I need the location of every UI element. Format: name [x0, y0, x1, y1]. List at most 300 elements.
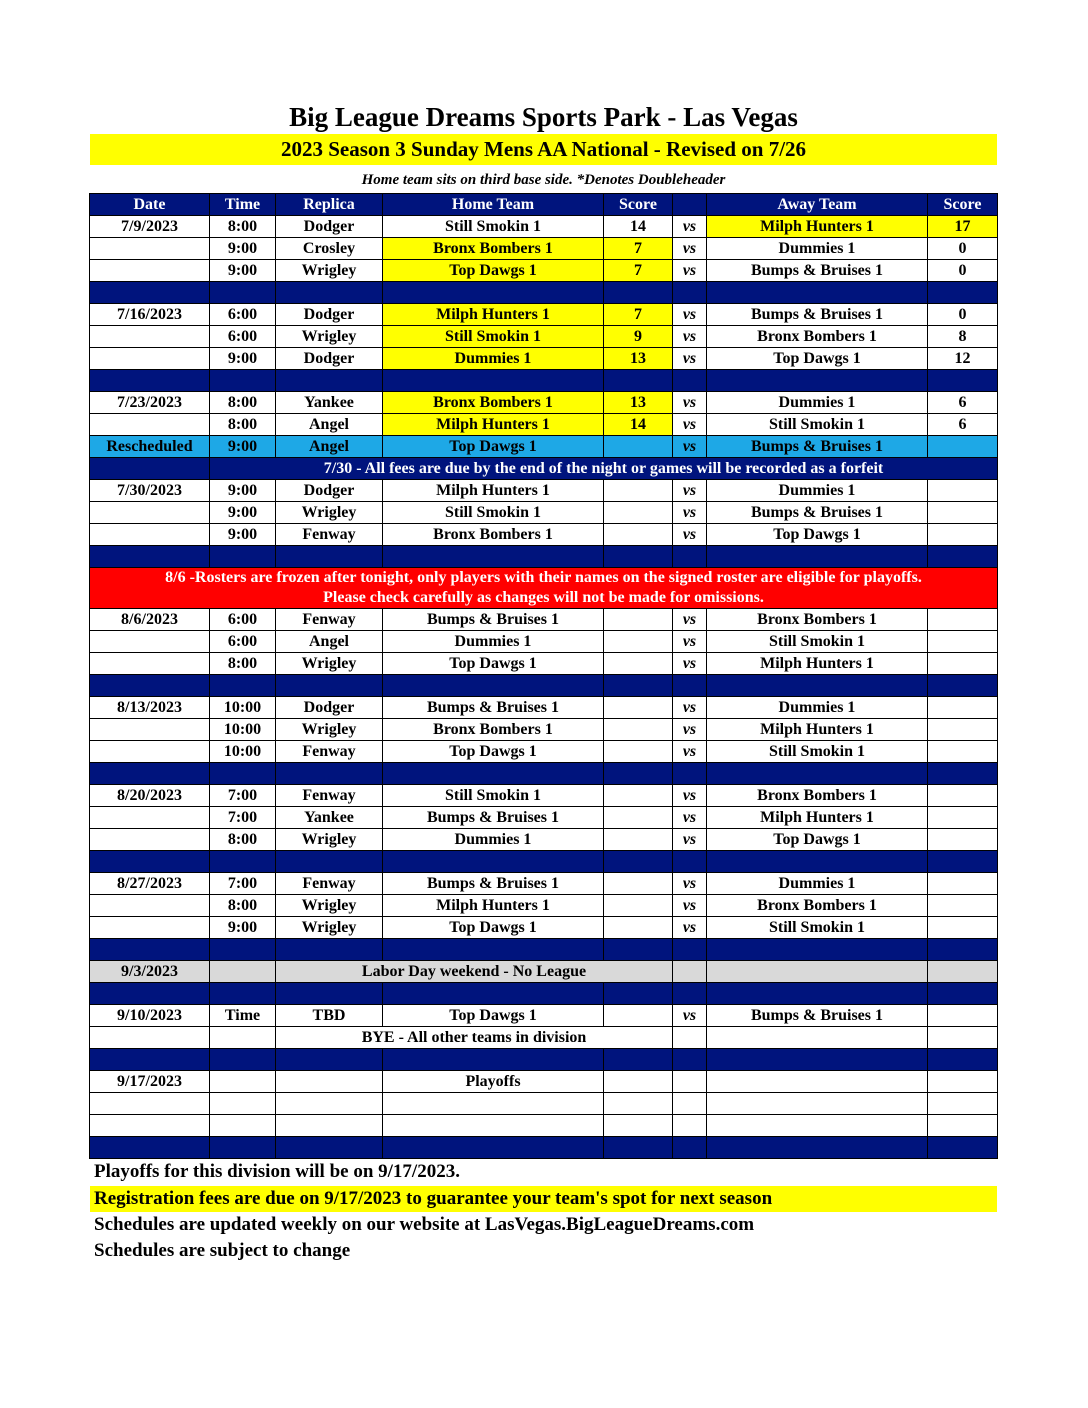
separator-cell	[383, 763, 604, 785]
game-field: Yankee	[276, 392, 383, 414]
separator-cell	[210, 370, 276, 392]
column-header-away-score: Score	[928, 194, 998, 216]
game-row	[90, 1115, 998, 1137]
separator-cell	[673, 763, 707, 785]
game-time: 8:00	[210, 653, 276, 675]
away-team: Dummies 1	[707, 238, 928, 260]
away-score	[928, 741, 998, 763]
home-team: Top Dawgs 1	[383, 653, 604, 675]
away-score: 0	[928, 260, 998, 282]
separator-cell	[928, 851, 998, 873]
week-separator-row	[90, 983, 998, 1005]
game-row	[90, 741, 998, 763]
separator-cell	[673, 983, 707, 1005]
home-team: Still Smokin 1	[383, 326, 604, 348]
home-team: Still Smokin 1	[383, 785, 604, 807]
separator-cell	[928, 546, 998, 568]
game-row	[90, 326, 998, 348]
game-row	[90, 785, 998, 807]
home-team	[383, 1093, 604, 1115]
away-score	[928, 1005, 998, 1027]
game-row	[90, 524, 998, 546]
column-header-vs	[673, 194, 707, 216]
column-header-time: Time	[210, 194, 276, 216]
game-date: 7/16/2023	[90, 304, 210, 326]
holiday-date: 9/3/2023	[90, 961, 210, 983]
schedule-subtitle: 2023 Season 3 Sunday Mens AA National - Revised on 7/26	[90, 134, 997, 165]
separator-cell	[707, 939, 928, 961]
away-score: 0	[928, 304, 998, 326]
game-time	[210, 1071, 276, 1093]
column-header-replica: Replica	[276, 194, 383, 216]
game-row	[90, 238, 998, 260]
game-time: 8:00	[210, 414, 276, 436]
game-date	[90, 807, 210, 829]
separator-cell	[276, 675, 383, 697]
home-score: 13	[604, 392, 673, 414]
home-team: Dummies 1	[383, 631, 604, 653]
away-score	[928, 873, 998, 895]
vs-label: vs	[673, 1005, 707, 1027]
separator-cell	[673, 1137, 707, 1159]
game-field: Wrigley	[276, 719, 383, 741]
vs-label: vs	[673, 785, 707, 807]
separator-cell	[604, 983, 673, 1005]
away-score: 17	[928, 216, 998, 238]
game-time: 9:00	[210, 348, 276, 370]
roster-alert-line-1: 8/6 -Rosters are frozen after tonight, only players with their names on the signed roster are eligible for playoffs.	[165, 569, 922, 586]
game-field: Fenway	[276, 785, 383, 807]
week-separator-row	[90, 546, 998, 568]
separator-cell	[604, 1137, 673, 1159]
away-score	[928, 829, 998, 851]
home-score: 13	[604, 348, 673, 370]
separator-cell	[90, 370, 210, 392]
game-date	[90, 741, 210, 763]
week-separator-row	[90, 370, 998, 392]
column-header-date: Date	[90, 194, 210, 216]
away-score	[928, 480, 998, 502]
home-score	[604, 502, 673, 524]
vs-label: vs	[673, 238, 707, 260]
separator-cell	[210, 1137, 276, 1159]
game-date: 7/23/2023	[90, 392, 210, 414]
separator-cell	[604, 675, 673, 697]
separator-cell	[90, 1049, 210, 1071]
roster-alert-row	[90, 568, 998, 609]
holiday-spacer	[707, 961, 928, 983]
game-time: 10:00	[210, 697, 276, 719]
away-score: 6	[928, 414, 998, 436]
game-date	[90, 348, 210, 370]
game-time: 6:00	[210, 631, 276, 653]
vs-label: vs	[673, 216, 707, 238]
separator-cell	[90, 851, 210, 873]
game-date	[90, 238, 210, 260]
game-row	[90, 719, 998, 741]
away-team: Milph Hunters 1	[707, 216, 928, 238]
game-time: 9:00	[210, 917, 276, 939]
game-date	[90, 414, 210, 436]
game-time: 7:00	[210, 873, 276, 895]
vs-label: vs	[673, 873, 707, 895]
holiday-text: Labor Day weekend - No League	[276, 961, 673, 983]
home-score: 7	[604, 304, 673, 326]
game-field: Wrigley	[276, 326, 383, 348]
game-row	[90, 829, 998, 851]
game-time: 7:00	[210, 785, 276, 807]
game-row	[90, 873, 998, 895]
game-date	[90, 829, 210, 851]
footer-playoffs-note: Playoffs for this division will be on 9/17/2023.	[94, 1161, 460, 1182]
game-time: 6:00	[210, 609, 276, 631]
away-score: 0	[928, 238, 998, 260]
rescheduled-game-row	[90, 436, 998, 458]
separator-cell	[383, 851, 604, 873]
game-time: 9:00	[210, 238, 276, 260]
column-header-home-team: Home Team	[383, 194, 604, 216]
vs-label: vs	[673, 414, 707, 436]
vs-label	[673, 1093, 707, 1115]
away-score	[928, 653, 998, 675]
separator-cell	[707, 546, 928, 568]
vs-label: vs	[673, 653, 707, 675]
separator-cell	[383, 939, 604, 961]
away-team: Bronx Bombers 1	[707, 785, 928, 807]
away-team: Bumps & Bruises 1	[707, 1005, 928, 1027]
home-score: 14	[604, 414, 673, 436]
game-date: 8/27/2023	[90, 873, 210, 895]
away-team: Bumps & Bruises 1	[707, 502, 928, 524]
home-team: Bumps & Bruises 1	[383, 609, 604, 631]
game-date	[90, 895, 210, 917]
game-date	[90, 524, 210, 546]
separator-cell	[604, 939, 673, 961]
separator-cell	[90, 1137, 210, 1159]
schedule-table	[89, 193, 998, 1159]
game-time	[210, 1115, 276, 1137]
separator-cell	[90, 983, 210, 1005]
game-time: 9:00	[210, 480, 276, 502]
bye-row	[90, 1027, 998, 1049]
away-team: Bumps & Bruises 1	[707, 436, 928, 458]
game-field: TBD	[276, 1005, 383, 1027]
game-time: 8:00	[210, 895, 276, 917]
vs-label: vs	[673, 917, 707, 939]
vs-label: vs	[673, 609, 707, 631]
home-score	[604, 631, 673, 653]
game-date	[90, 260, 210, 282]
game-date	[90, 719, 210, 741]
week-separator-row	[90, 282, 998, 304]
game-field: Dodger	[276, 697, 383, 719]
game-field: Wrigley	[276, 260, 383, 282]
home-team: Top Dawgs 1	[383, 741, 604, 763]
home-team: Milph Hunters 1	[383, 414, 604, 436]
away-score	[928, 697, 998, 719]
bye-spacer	[210, 1027, 276, 1049]
vs-label: vs	[673, 436, 707, 458]
separator-cell	[383, 983, 604, 1005]
game-row	[90, 260, 998, 282]
game-field: Angel	[276, 414, 383, 436]
separator-cell	[707, 1137, 928, 1159]
game-field: Angel	[276, 436, 383, 458]
schedule-note: Home team sits on third base side. *Denotes Doubleheader	[361, 172, 726, 188]
home-score	[604, 1115, 673, 1137]
home-team: Bronx Bombers 1	[383, 524, 604, 546]
game-time: 9:00	[210, 502, 276, 524]
vs-label	[673, 1071, 707, 1093]
game-field: Dodger	[276, 304, 383, 326]
game-date: 7/9/2023	[90, 216, 210, 238]
week-separator-row	[90, 763, 998, 785]
separator-cell	[707, 851, 928, 873]
game-time: 9:00	[210, 436, 276, 458]
home-team: Dummies 1	[383, 348, 604, 370]
home-score	[604, 719, 673, 741]
fees-banner-text: 7/30 - All fees are due by the end of the night or games will be recorded as a forfeit	[210, 458, 998, 480]
away-score	[928, 895, 998, 917]
week-separator-row	[90, 1137, 998, 1159]
away-score	[928, 719, 998, 741]
away-score: 8	[928, 326, 998, 348]
away-score	[928, 436, 998, 458]
away-team: Bronx Bombers 1	[707, 609, 928, 631]
away-score: 6	[928, 392, 998, 414]
home-score	[604, 1093, 673, 1115]
game-time: 9:00	[210, 260, 276, 282]
game-date: 9/17/2023	[90, 1071, 210, 1093]
separator-cell	[383, 282, 604, 304]
game-field: Wrigley	[276, 502, 383, 524]
separator-cell	[90, 675, 210, 697]
separator-cell	[707, 983, 928, 1005]
vs-label: vs	[673, 829, 707, 851]
away-score	[928, 785, 998, 807]
away-team: Milph Hunters 1	[707, 807, 928, 829]
away-team: Top Dawgs 1	[707, 348, 928, 370]
separator-cell	[707, 370, 928, 392]
home-score	[604, 917, 673, 939]
home-team: Still Smokin 1	[383, 216, 604, 238]
separator-cell	[928, 370, 998, 392]
game-row	[90, 304, 998, 326]
home-team: Bronx Bombers 1	[383, 392, 604, 414]
separator-cell	[210, 546, 276, 568]
week-separator-row	[90, 851, 998, 873]
away-team: Still Smokin 1	[707, 917, 928, 939]
game-row	[90, 1005, 998, 1027]
game-field: Wrigley	[276, 917, 383, 939]
holiday-row	[90, 961, 998, 983]
away-score	[928, 631, 998, 653]
vs-label: vs	[673, 807, 707, 829]
roster-alert	[90, 568, 998, 609]
vs-label	[673, 1115, 707, 1137]
game-row	[90, 697, 998, 719]
separator-cell	[604, 763, 673, 785]
home-score	[604, 609, 673, 631]
vs-label: vs	[673, 392, 707, 414]
separator-cell	[90, 763, 210, 785]
home-team: Still Smokin 1	[383, 502, 604, 524]
home-team: Milph Hunters 1	[383, 895, 604, 917]
game-field: Crosley	[276, 238, 383, 260]
game-time: 10:00	[210, 741, 276, 763]
separator-cell	[928, 675, 998, 697]
game-field: Fenway	[276, 609, 383, 631]
game-field: Fenway	[276, 741, 383, 763]
week-separator-row	[90, 939, 998, 961]
away-score	[928, 609, 998, 631]
separator-cell	[276, 851, 383, 873]
away-team: Still Smokin 1	[707, 741, 928, 763]
separator-cell	[383, 1049, 604, 1071]
home-score	[604, 1005, 673, 1027]
game-field	[276, 1115, 383, 1137]
away-team: Dummies 1	[707, 697, 928, 719]
separator-cell	[210, 851, 276, 873]
game-date	[90, 326, 210, 348]
away-score	[928, 1115, 998, 1137]
home-team: Playoffs	[383, 1071, 604, 1093]
separator-cell	[90, 939, 210, 961]
home-team	[383, 1115, 604, 1137]
separator-cell	[707, 282, 928, 304]
separator-cell	[928, 939, 998, 961]
separator-cell	[276, 1137, 383, 1159]
separator-cell	[383, 1137, 604, 1159]
home-score	[604, 697, 673, 719]
game-field	[276, 1093, 383, 1115]
home-team: Milph Hunters 1	[383, 480, 604, 502]
table-header-row	[90, 194, 998, 216]
game-date: 9/10/2023	[90, 1005, 210, 1027]
game-row	[90, 348, 998, 370]
away-team: Bumps & Bruises 1	[707, 304, 928, 326]
bye-spacer	[928, 1027, 998, 1049]
game-row	[90, 502, 998, 524]
separator-cell	[210, 282, 276, 304]
separator-cell	[673, 675, 707, 697]
footer-change-note: Schedules are subject to change	[94, 1240, 351, 1261]
separator-cell	[90, 282, 210, 304]
game-field: Wrigley	[276, 895, 383, 917]
game-row	[90, 414, 998, 436]
away-team	[707, 1093, 928, 1115]
home-score	[604, 785, 673, 807]
home-score	[604, 1071, 673, 1093]
away-team: Dummies 1	[707, 480, 928, 502]
game-field: Wrigley	[276, 653, 383, 675]
game-field: Fenway	[276, 524, 383, 546]
separator-cell	[928, 763, 998, 785]
game-field	[276, 1071, 383, 1093]
home-team: Bronx Bombers 1	[383, 238, 604, 260]
game-row	[90, 480, 998, 502]
separator-cell	[673, 546, 707, 568]
bye-spacer	[673, 1027, 707, 1049]
home-team: Dummies 1	[383, 829, 604, 851]
holiday-spacer	[210, 961, 276, 983]
away-team: Still Smokin 1	[707, 414, 928, 436]
game-time: 8:00	[210, 216, 276, 238]
home-team: Bumps & Bruises 1	[383, 807, 604, 829]
home-score	[604, 653, 673, 675]
game-field: Yankee	[276, 807, 383, 829]
separator-cell	[276, 763, 383, 785]
separator-cell	[383, 546, 604, 568]
vs-label: vs	[673, 741, 707, 763]
home-score: 14	[604, 216, 673, 238]
bye-text: BYE - All other teams in division	[276, 1027, 673, 1049]
home-score	[604, 480, 673, 502]
home-score: 7	[604, 238, 673, 260]
home-team: Top Dawgs 1	[383, 260, 604, 282]
vs-label: vs	[673, 502, 707, 524]
game-row	[90, 917, 998, 939]
game-time: 6:00	[210, 304, 276, 326]
vs-label: vs	[673, 348, 707, 370]
game-date	[90, 502, 210, 524]
game-time: 8:00	[210, 392, 276, 414]
separator-cell	[673, 370, 707, 392]
game-field: Dodger	[276, 216, 383, 238]
vs-label: vs	[673, 697, 707, 719]
game-field: Angel	[276, 631, 383, 653]
separator-cell	[210, 763, 276, 785]
home-team: Top Dawgs 1	[383, 1005, 604, 1027]
fees-banner-row	[90, 458, 998, 480]
game-date	[90, 631, 210, 653]
game-row	[90, 1093, 998, 1115]
separator-cell	[210, 1049, 276, 1071]
home-team: Bronx Bombers 1	[383, 719, 604, 741]
banner-spacer	[90, 458, 210, 480]
game-date: 8/13/2023	[90, 697, 210, 719]
vs-label: vs	[673, 895, 707, 917]
away-team	[707, 1071, 928, 1093]
away-team: Still Smokin 1	[707, 631, 928, 653]
away-score: 12	[928, 348, 998, 370]
vs-label: vs	[673, 304, 707, 326]
game-field: Wrigley	[276, 829, 383, 851]
home-team: Milph Hunters 1	[383, 304, 604, 326]
separator-cell	[673, 1049, 707, 1071]
home-team: Bumps & Bruises 1	[383, 873, 604, 895]
away-team	[707, 1115, 928, 1137]
week-separator-row	[90, 675, 998, 697]
separator-cell	[928, 282, 998, 304]
separator-cell	[604, 1049, 673, 1071]
home-score	[604, 741, 673, 763]
column-header-home-score: Score	[604, 194, 673, 216]
game-date: Rescheduled	[90, 436, 210, 458]
holiday-spacer	[928, 961, 998, 983]
vs-label: vs	[673, 524, 707, 546]
vs-label: vs	[673, 326, 707, 348]
home-score	[604, 436, 673, 458]
separator-cell	[276, 1049, 383, 1071]
away-score	[928, 502, 998, 524]
away-team: Bumps & Bruises 1	[707, 260, 928, 282]
away-team: Bronx Bombers 1	[707, 326, 928, 348]
separator-cell	[928, 983, 998, 1005]
game-field: Dodger	[276, 480, 383, 502]
home-team: Bumps & Bruises 1	[383, 697, 604, 719]
away-team: Top Dawgs 1	[707, 524, 928, 546]
